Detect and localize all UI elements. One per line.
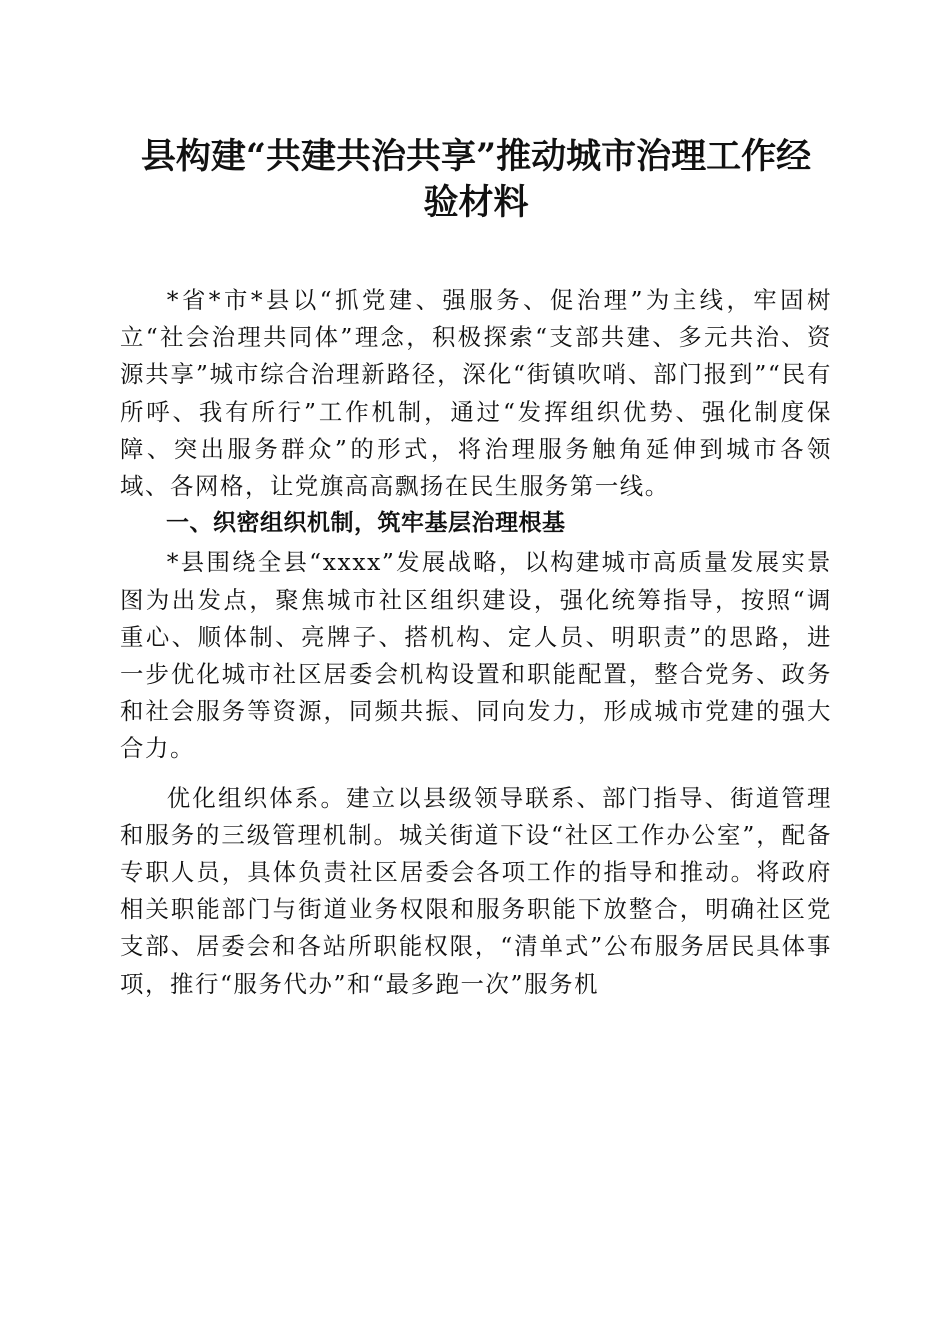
section-heading-1: 一、织密组织机制，筑牢基层治理根基: [166, 510, 566, 537]
document-body: [120, 282, 832, 1003]
section-1-paragraph: *县围绕全县“xxxx”发展战略，以构建城市高质量发展实景图为出发点，聚焦城市社区组织建设，强化统筹指导，按照“调重心、顺体制、亮牌子、搭机构、定人员、明职责”的思路，进一步优化城市社区居委会机构设置和职能配置，整合党务、政务和社会服务等资源，同频共振、同向发力，形成城市党建的强大合力。: [120, 548, 832, 763]
intro-paragraph: *省*市*县以“抓党建、强服务、促治理”为主线，牢固树立“社会治理共同体”理念，积极探索“支部共建、多元共治、资源共享”城市综合治理新路径，深化“街镇吹哨、部门报到”“民有所呼、我有所行”工作机制，通过“发挥组织优势、强化制度保障、突出服务群众”的形式，将治理服务触角延伸到城市各领域、各网格，让党旗高高飘扬在民生服务第一线。: [120, 286, 832, 501]
title-line-1: 县构建“共建共治共享”推动城市治理工作经: [140, 136, 812, 177]
document-page: [120, 134, 832, 1003]
title-line-2: 验材料: [423, 182, 529, 223]
document-title: [120, 134, 832, 226]
section-1-subparagraph: 优化组织体系。建立以县级领导联系、部门指导、街道管理和服务的三级管理机制。城关街道下设“社区工作办公室”，配备专职人员，具体负责社区居委会各项工作的指导和推动。将政府相关职能部门与街道业务权限和服务职能下放整合，明确社区党支部、居委会和各站所职能权限，“清单式”公布服务居民具体事项，推行“服务代办”和“最多跑一次”服务机: [120, 783, 832, 998]
